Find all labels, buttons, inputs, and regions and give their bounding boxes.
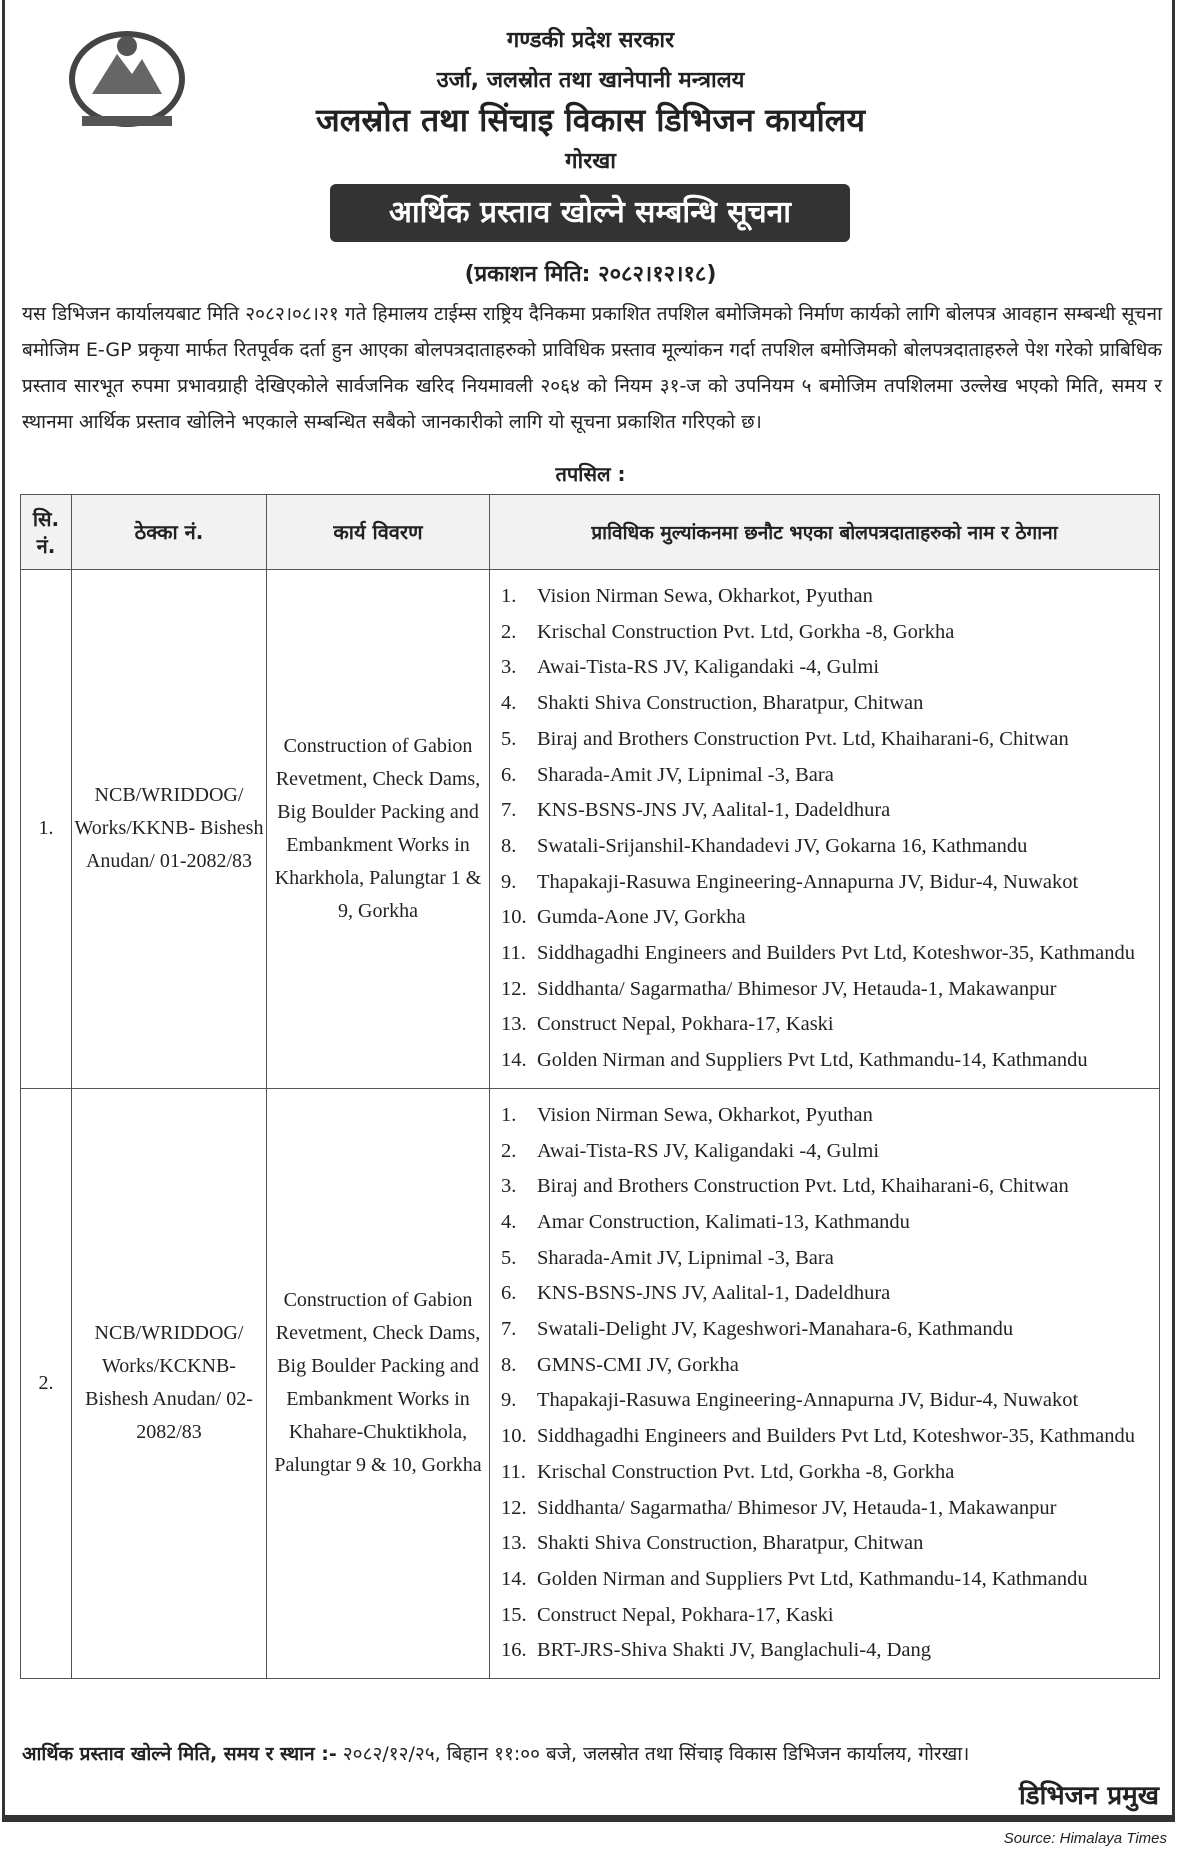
bidders-table (20, 494, 1160, 1679)
bidder-item: 7. KNS-BSNS-JNS JV, Aalital-1, Dadeldhura (501, 793, 1158, 829)
bidder-name: Awai-Tista-RS JV, Kaligandaki -4, Gulmi (537, 656, 880, 679)
bidder-item: 14. Golden Nirman and Suppliers Pvt Ltd, Kathmandu-14, Kathmandu (501, 1562, 1158, 1598)
district-name: गोरखा (565, 149, 616, 174)
bidder-item: 1. Vision Nirman Sewa, Okharkot, Pyuthan (501, 579, 1158, 615)
bidder-item: 7. Swatali-Delight JV, Kageshwori-Manahara-6, Kathmandu (501, 1312, 1158, 1348)
bidder-name: Sharada-Amit JV, Lipnimal -3, Bara (537, 1246, 834, 1269)
bidder-name: Vision Nirman Sewa, Okharkot, Pyuthan (537, 1103, 873, 1126)
bidder-item: 9. Thapakaji-Rasuwa Engineering-Annapurna JV, Bidur-4, Nuwakot (501, 1383, 1158, 1419)
bidder-list (491, 1090, 1158, 1677)
bidder-name: Swatali-Srijanshil-Khandadevi JV, Gokarna 16, Kathmandu (537, 834, 1028, 857)
bidder-item: 14. Golden Nirman and Suppliers Pvt Ltd, Kathmandu-14, Kathmandu (501, 1043, 1158, 1079)
bidder-name: Siddhanta/ Sagarmatha/ Bhimesor JV, Hetauda-1, Makawanpur (537, 977, 1057, 1000)
table-row (21, 1088, 1160, 1678)
header-sn: सि. नं. (21, 495, 72, 570)
bidder-list (491, 571, 1158, 1087)
header-contract: ठेक्का नं. (72, 495, 267, 570)
bidder-name: Gumda-Aone JV, Gorkha (537, 906, 746, 929)
bidder-item: 3. Awai-Tista-RS JV, Kaligandaki -4, Gulmi (501, 650, 1158, 686)
bidder-item: 1. Vision Nirman Sewa, Okharkot, Pyuthan (501, 1098, 1158, 1134)
bidder-name: Krischal Construction Pvt. Ltd, Gorkha -8, Gorkha (537, 620, 955, 643)
bidder-name: Construct Nepal, Pokhara-17, Kaski (537, 1603, 834, 1626)
bidder-name: Thapakaji-Rasuwa Engineering-Annapurna JV, Bidur-4, Nuwakot (537, 870, 1079, 893)
contract-number: NCB/WRIDDOG/ Works/KKNB- Bishesh Anudan/ 01-2082/83 (72, 570, 267, 1089)
bidder-name: BRT-JRS-Shiva Shakti JV, Banglachuli-4, Dang (537, 1639, 931, 1662)
province-name: गण्डकी प्रदेश सरकार (506, 28, 675, 53)
notice-body: यस डिभिजन कार्यालयबाट मिति २०८२।०८।२१ गते हिमालय टाईम्स राष्ट्रिय दैनिकमा प्रकाशित तपशिल बमोजिमको निर्माण कार्यको लागि बोलपत्र आवहान सम्बन्धी सूचना बमोजिम E-GP प्रकृया मार्फत रितपूर्वक दर्ता हुन आएका बोलपत्रदाताहरुको प्राविधिक प्रस्ताव मूल्यांकन गर्दा तपशिल बमोजिमको बोलपत्रदाताहरुले पेश गरेको प्राबिधिक प्रस्ताव सारभूत रुपमा प्रभावग्राही देखिएकोले सार्वजनिक खरिद नियमावली २०६४ को नियम ३१-ज को उपनियम ५ बमोजिम तपशिलमा उल्लेख भएको मिति, समय र स्थानमा आर्थिक प्रस्ताव खोलिने भएकाले सम्बन्धित सबैको जानकारीको लागि यो सूचना प्रकाशित गरिएको छ। (22, 303, 1162, 433)
bidder-name: Shakti Shiva Construction, Bharatpur, Chitwan (537, 1532, 924, 1555)
bidder-name: Thapakaji-Rasuwa Engineering-Annapurna JV, Bidur-4, Nuwakot (537, 1389, 1079, 1412)
bidder-item: 6. Sharada-Amit JV, Lipnimal -3, Bara (501, 758, 1158, 794)
header-work: कार्य विवरण (267, 495, 490, 570)
bidder-item: 4. Shakti Shiva Construction, Bharatpur, Chitwan (501, 686, 1158, 722)
opening-label: आर्थिक प्रस्ताव खोल्ने मिति, समय र स्थान :- (22, 1743, 337, 1765)
header-bidders: प्राविधिक मुल्यांकनमा छनौट भएका बोलपत्रदाताहरुको नाम र ठेगाना (490, 495, 1160, 570)
notice-title: आर्थिक प्रस्ताव खोल्ने सम्बन्धि सूचना (330, 184, 850, 242)
schedule-label: तपसिल : (555, 462, 626, 486)
bidder-name: Krischal Construction Pvt. Ltd, Gorkha -8, Gorkha (537, 1460, 955, 1483)
publication-date: (प्रकाशन मिति: २०८२।१२।१८) (464, 262, 717, 287)
bidder-name: KNS-BSNS-JNS JV, Aalital-1, Dadeldhura (537, 799, 891, 822)
bidder-item: 12. Siddhanta/ Sagarmatha/ Bhimesor JV, Hetauda-1, Makawanpur (501, 972, 1158, 1008)
bidder-item: 2. Awai-Tista-RS JV, Kaligandaki -4, Gulmi (501, 1134, 1158, 1170)
bidder-item: 3. Biraj and Brothers Construction Pvt. Ltd, Khaiharani-6, Chitwan (501, 1169, 1158, 1205)
bidder-name: Biraj and Brothers Construction Pvt. Ltd, Khaiharani-6, Chitwan (537, 727, 1069, 750)
bidder-name: Siddhanta/ Sagarmatha/ Bhimesor JV, Hetauda-1, Makawanpur (537, 1496, 1057, 1519)
bidder-name: Vision Nirman Sewa, Okharkot, Pyuthan (537, 585, 873, 607)
table-row (21, 570, 1160, 1089)
opening-value: २०८२/१२/२५, बिहान ११:०० बजे, जलस्रोत तथा सिंचाइ विकास डिभिजन कार्यालय, गोरखा। (336, 1743, 970, 1765)
work-description: Construction of Gabion Revetment, Check Dams, Big Boulder Packing and Embankment Works in Kharkhola, Palungtar 1 & 9, Gorkha (267, 570, 490, 1089)
opening-details (22, 1740, 969, 1766)
ministry-name: उर्जा, जलस्रोत तथा खानेपानी मन्त्रालय (436, 68, 745, 93)
bidder-item: 13. Construct Nepal, Pokhara-17, Kaski (501, 1007, 1158, 1043)
contract-number: NCB/WRIDDOG/ Works/KCKNB- Bishesh Anudan/ 02-2082/83 (72, 1088, 267, 1678)
source-credit: Source: Himalaya Times (1003, 1830, 1167, 1847)
signature: डिभिजन प्रमुख (1018, 1781, 1159, 1811)
bidder-name: Siddhagadhi Engineers and Builders Pvt Ltd, Koteshwor-35, Kathmandu (537, 942, 1135, 965)
bidder-name: KNS-BSNS-JNS JV, Aalital-1, Dadeldhura (537, 1282, 891, 1305)
bidder-item: 10. Siddhagadhi Engineers and Builders Pvt Ltd, Koteshwor-35, Kathmandu (501, 1419, 1158, 1455)
bidder-item: 5. Biraj and Brothers Construction Pvt. Ltd, Khaiharani-6, Chitwan (501, 722, 1158, 758)
row-sn: 2. (21, 1088, 72, 1678)
bidder-name: Sharada-Amit JV, Lipnimal -3, Bara (537, 763, 834, 786)
bidder-item: 8. GMNS-CMI JV, Gorkha (501, 1348, 1158, 1384)
bidder-name: Construct Nepal, Pokhara-17, Kaski (537, 1013, 834, 1036)
bidder-name: Golden Nirman and Suppliers Pvt Ltd, Kathmandu-14, Kathmandu (537, 1567, 1088, 1590)
bidder-item: 8. Swatali-Srijanshil-Khandadevi JV, Gokarna 16, Kathmandu (501, 829, 1158, 865)
bidder-name: Siddhagadhi Engineers and Builders Pvt Ltd, Koteshwor-35, Kathmandu (537, 1425, 1135, 1448)
row-sn: 1. (21, 570, 72, 1089)
bidder-name: Swatali-Delight JV, Kageshwori-Manahara-6, Kathmandu (537, 1318, 1014, 1341)
work-description: Construction of Gabion Revetment, Check Dams, Big Boulder Packing and Embankment Works in Khahare-Chuktikhola, Palungtar 9 & 10, Gorkha (267, 1088, 490, 1678)
bidder-item: 12. Siddhanta/ Sagarmatha/ Bhimesor JV, Hetauda-1, Makawanpur (501, 1491, 1158, 1527)
bidder-item: 4. Amar Construction, Kalimati-13, Kathmandu (501, 1205, 1158, 1241)
bidder-item: 9. Thapakaji-Rasuwa Engineering-Annapurna JV, Bidur-4, Nuwakot (501, 865, 1158, 901)
bidder-item: 15. Construct Nepal, Pokhara-17, Kaski (501, 1598, 1158, 1634)
bidder-item: 11. Siddhagadhi Engineers and Builders Pvt Ltd, Koteshwor-35, Kathmandu (501, 936, 1158, 972)
bidder-item: 6. KNS-BSNS-JNS JV, Aalital-1, Dadeldhura (501, 1276, 1158, 1312)
bidder-item: 13. Shakti Shiva Construction, Bharatpur, Chitwan (501, 1526, 1158, 1562)
bidder-item: 5. Sharada-Amit JV, Lipnimal -3, Bara (501, 1241, 1158, 1277)
office-name: जलस्रोत तथा सिंचाइ विकास डिभिजन कार्यालय (315, 101, 866, 139)
bidder-name: Shakti Shiva Construction, Bharatpur, Chitwan (537, 692, 924, 715)
bidder-name: GMNS-CMI JV, Gorkha (537, 1353, 739, 1376)
bidder-item: 10. Gumda-Aone JV, Gorkha (501, 900, 1158, 936)
bidder-item: 16. BRT-JRS-Shiva Shakti JV, Banglachuli-4, Dang (501, 1633, 1158, 1669)
bidder-name: Biraj and Brothers Construction Pvt. Ltd, Khaiharani-6, Chitwan (537, 1175, 1069, 1198)
bidder-name: Amar Construction, Kalimati-13, Kathmandu (537, 1210, 910, 1233)
bidder-item: 11. Krischal Construction Pvt. Ltd, Gorkha -8, Gorkha (501, 1455, 1158, 1491)
bidder-name: Golden Nirman and Suppliers Pvt Ltd, Kathmandu-14, Kathmandu (537, 1049, 1088, 1072)
bidder-name: Awai-Tista-RS JV, Kaligandaki -4, Gulmi (537, 1139, 880, 1162)
bidder-item: 2. Krischal Construction Pvt. Ltd, Gorkha -8, Gorkha (501, 615, 1158, 651)
